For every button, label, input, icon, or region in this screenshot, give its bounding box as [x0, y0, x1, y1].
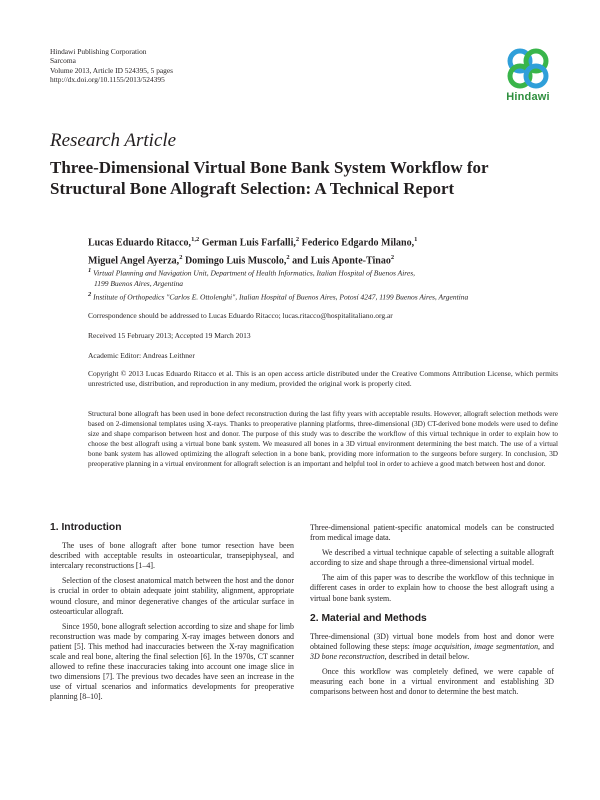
paragraph: The uses of bone allograft after bone tumor resection have been described with acceptable results in osteoarticular, transepiphyseal, and intercalary reconstructions [1–4]. — [50, 541, 294, 571]
title-line-2: Structural Bone Allograft Selection: A Technical Report — [50, 179, 455, 198]
author-affiliation-mark: 1 — [414, 236, 418, 243]
affiliation-mark: 1 — [88, 267, 92, 274]
paragraph: We described a virtual technique capable of selecting a suitable allograft according to size and shape through a three-dimensional virtual model. — [310, 548, 554, 568]
emphasis-term: image acquisition — [412, 641, 470, 651]
section-heading-introduction: 1. Introduction — [50, 522, 122, 533]
logo-wordmark: Hindawi — [506, 91, 550, 103]
emphasis-term: image segmentation — [474, 641, 539, 651]
author-name: Miguel Angel Ayerza, — [88, 255, 180, 267]
copyright-notice: Copyright © 2013 Lucas Eduardo Ritacco et al. This is an open access article distributed under the Creative Commons Attribution License, which permits unrestricted use, distribution, and reproduction in any medium, provided the original work is properly cited. — [88, 369, 558, 388]
publication-info — [50, 47, 173, 84]
left-column — [50, 523, 294, 708]
author-name: Domingo Luis Muscolo, — [184, 255, 287, 267]
paragraph: Once this workflow was completely defined, we were capable of measuring each bone in a virtual environment and establishing 3D comparisons between host and donor to determine the best match. — [310, 667, 554, 697]
academic-editor: Academic Editor: Andreas Leithner — [88, 351, 195, 360]
author-name: and Luis Aponte-Tinao — [292, 255, 391, 267]
title-line-1: Three-Dimensional Virtual Bone Bank System Workflow for — [50, 158, 489, 177]
author-affiliation-mark: 1,2 — [191, 236, 200, 243]
paragraph: Selection of the closest anatomical match between the host and the donor is crucial in order to obtain adequate joint stability, alignment, appropriate wound closure, and minor degenerative changes of the articular surface in osteoarticular allograft. — [50, 576, 294, 616]
author-affiliation-mark: 2 — [286, 254, 290, 262]
affiliation-text-cont: 1199 Buenos Aires, Argentina — [94, 278, 184, 288]
author-affiliation-mark: 2 — [179, 254, 183, 262]
paragraph: Three-dimensional patient-specific anatomical models can be constructed from medical image data. — [310, 523, 554, 543]
hindawi-logo-icon — [500, 46, 556, 90]
article-title — [50, 157, 570, 199]
received-dates: Received 15 February 2013; Accepted 19 March 2013 — [88, 331, 251, 340]
article-type: Research Article — [50, 130, 177, 151]
author-line-1 — [88, 232, 558, 250]
affiliation-text: Institute of Orthopedics "Carlos E. Ottolenghi", Italian Hospital of Buenos Aires, Potosí 4247, 1199 Buenos Aires, Argentina — [93, 292, 469, 302]
section-heading-methods: 2. Material and Methods — [310, 612, 427, 624]
affiliation-text: Virtual Planning and Navigation Unit, Department of Health Informatics, Italian Hospital of Buenos Aires, — [93, 268, 416, 278]
affiliation-mark: 2 — [88, 291, 92, 298]
journal-name: Sarcoma — [50, 56, 76, 66]
correspondence: Correspondence should be addressed to Lucas Eduardo Ritacco; lucas.ritacco@hospitalitaliano.org.ar — [88, 311, 393, 320]
right-column — [310, 523, 554, 702]
affiliation-2 — [88, 290, 558, 303]
author-name: Federico Edgardo Milano, — [301, 237, 415, 249]
author-name: German Luis Farfalli, — [201, 237, 296, 249]
hindawi-logo — [500, 46, 556, 106]
author-name: Lucas Eduardo Ritacco, — [88, 237, 192, 249]
abstract: Structural bone allograft has been used in bone defect reconstruction during the last fifty years with acceptable results. However, allograft selection methods were based on 2-dimensional templates using X-rays. Thanks to preoperative planning platforms, three-dimensional (3D) CT-derived bone models were used to define size and shape comparison between host and donor. The purpose of this study was to describe the workflow of this virtual technique in order to explain how to choose the best allograft using a virtual bone bank system. We measured all bones in a 3D virtual environment determining the best match. The use of a virtual bone bank system has allowed optimizing the allograft selection in a bone bank, providing more information to the surgeons before surgery. In conclusion, 3D preoperative planning in a virtual environment for allograft selection is an important and helpful tool in order to achieve a good match between host and donor. — [88, 410, 558, 469]
paragraph: Since 1950, bone allograft selection according to size and shape for limb reconstruction was made by comparing X-ray images between donors and patient [5]. This method had inaccuracies between the X-ray magnification scale and real bone, altering the final selection [6]. In the 1970s, CT scanner allowed to refine these inaccuracies taking into account one image slice in two dimensions [7]. The previous two decades have seen an increase in the use of virtual scenarios and informatics developments for preoperative planning [8–10]. — [50, 621, 294, 702]
author-affiliation-mark: 2 — [390, 254, 395, 262]
emphasis-term: 3D bone reconstruction — [310, 651, 385, 661]
affiliation-1 — [88, 266, 558, 289]
author-affiliation-mark: 2 — [295, 236, 300, 243]
volume-info: Volume 2013, Article ID 524395, 5 pages — [50, 65, 174, 75]
publisher-name: Hindawi Publishing Corporation — [50, 47, 147, 56]
author-list — [88, 232, 558, 269]
doi-link[interactable]: http://dx.doi.org/10.1155/2013/524395 — [50, 74, 165, 84]
paragraph: The aim of this paper was to describe the workflow of this technique in different cases in order to explain how to choose the best allograft using a virtual bone bank system. — [310, 573, 554, 603]
paragraph: Three-dimensional (3D) virtual bone models from host and donor were obtained following these steps: image acquisition, image segmentation, and 3D bone reconstruction, described in detail below. — [310, 631, 555, 661]
